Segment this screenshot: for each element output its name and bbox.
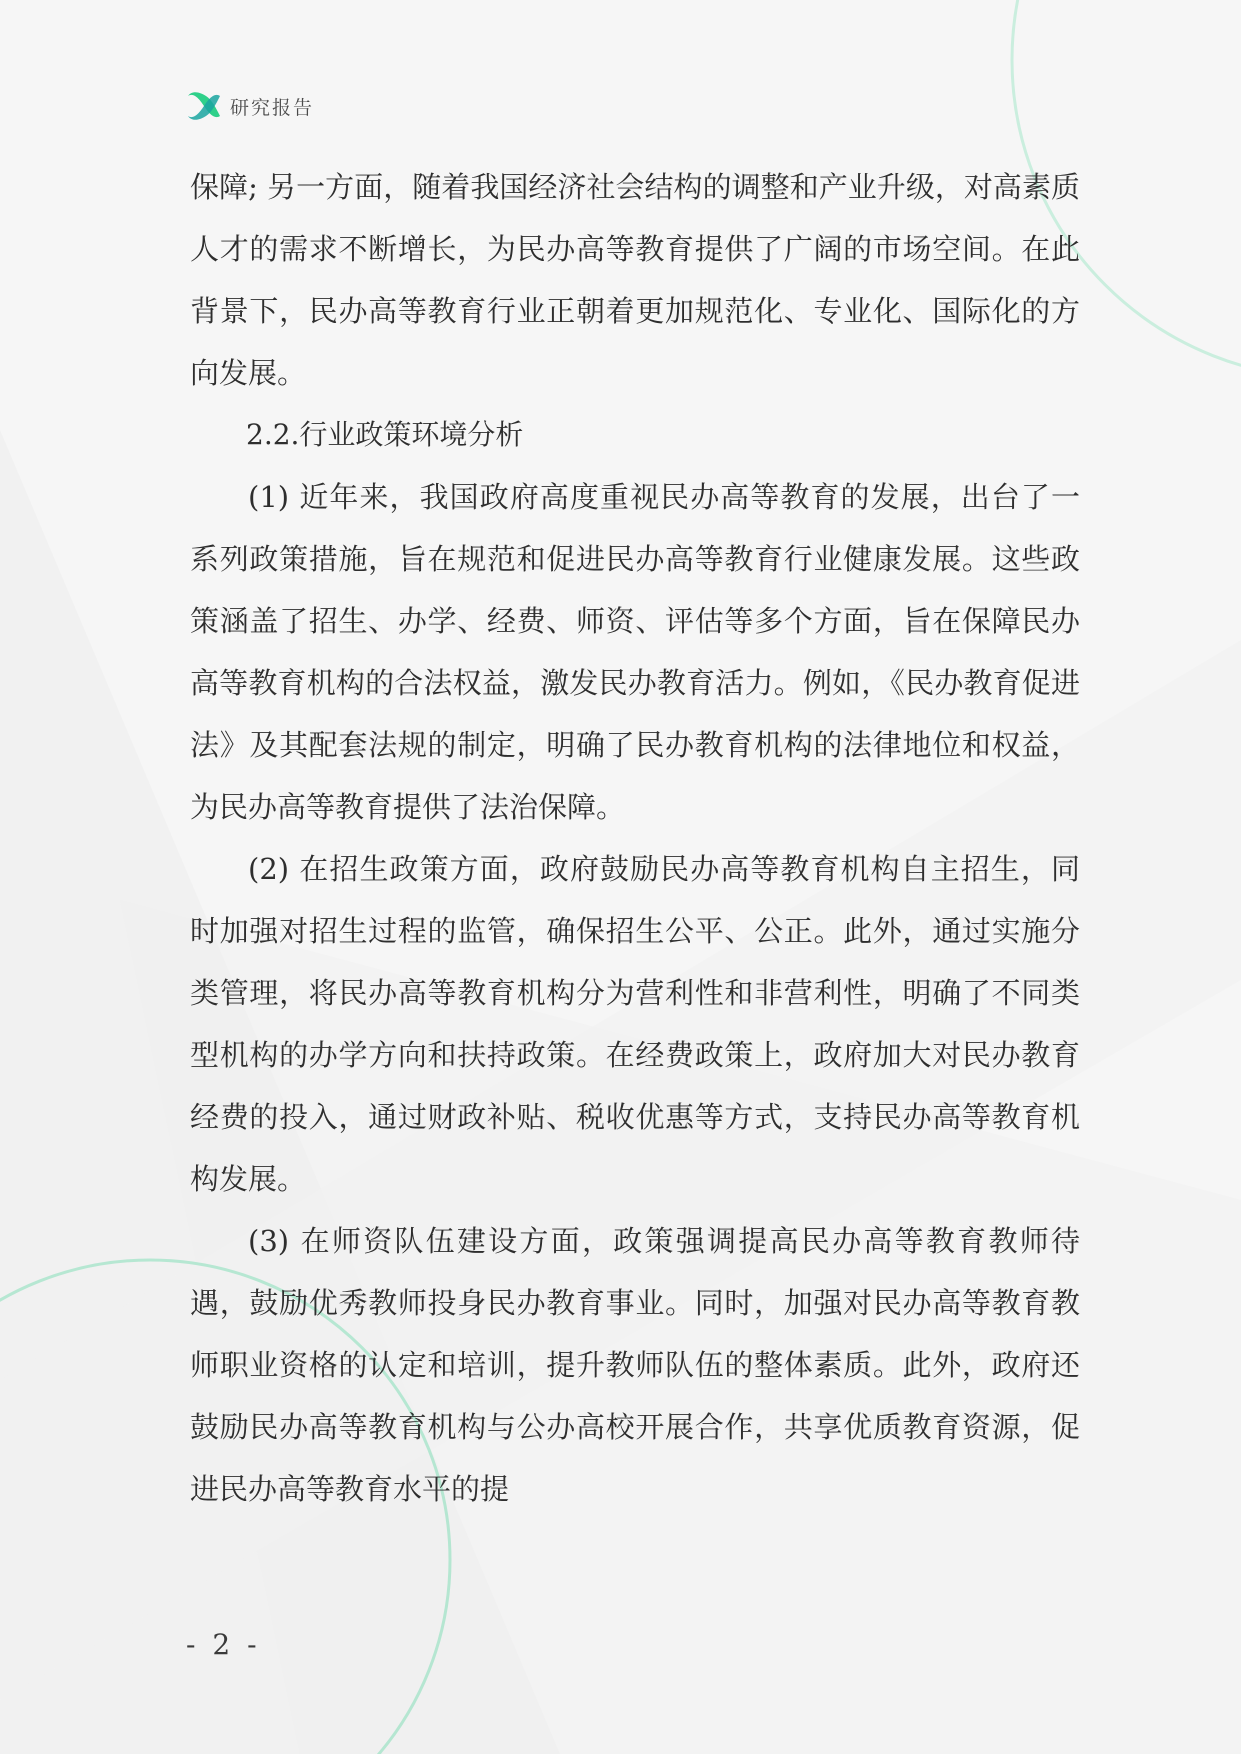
report-logo-icon: [186, 90, 222, 122]
paragraph-intro: 保障; 另一方面，随着我国经济社会结构的调整和产业升级，对高素质人才的需求不断增长，为民办高等教育提供了广阔的市场空间。在此背景下，民办高等教育行业正朝着更加规范化、专业化、国际化的方向发展。: [190, 170, 1080, 390]
page-number: - 2 -: [186, 1628, 261, 1661]
paragraph-policy-1: (1) 近年来，我国政府高度重视民办高等教育的发展，出台了一系列政策措施，旨在规范和促进民办高等教育行业健康发展。这些政策涵盖了招生、办学、经费、师资、评估等多个方面，旨在保障民办高等教育机构的合法权益，激发民办教育活力。例如，《民办教育促进法》及其配套法规的制定，明确了民办教育机构的法律地位和权益，为民办高等教育提供了法治保障。: [190, 480, 1080, 824]
header-title: 研究报告: [230, 96, 315, 119]
section-heading: 2.2.行业政策环境分析: [246, 418, 524, 451]
document-body: [190, 156, 1080, 1520]
page-header: [186, 88, 314, 124]
paragraph-policy-3: (3) 在师资队伍建设方面，政策强调提高民办高等教育教师待遇，鼓励优秀教师投身民办教育事业。同时，加强对民办高等教育教师职业资格的认定和培训，提升教师队伍的整体素质。此外，政府还鼓励民办高等教育机构与公办高校开展合作，共享优质教育资源，促进民办高等教育水平的提: [190, 1224, 1080, 1506]
paragraph-policy-2: (2) 在招生政策方面，政府鼓励民办高等教育机构自主招生，同时加强对招生过程的监管，确保招生公平、公正。此外，通过实施分类管理，将民办高等教育机构分为营利性和非营利性，明确了不同类型机构的办学方向和扶持政策。在经费政策上，政府加大对民办教育经费的投入，通过财政补贴、税收优惠等方式，支持民办高等教育机构发展。: [190, 852, 1080, 1196]
